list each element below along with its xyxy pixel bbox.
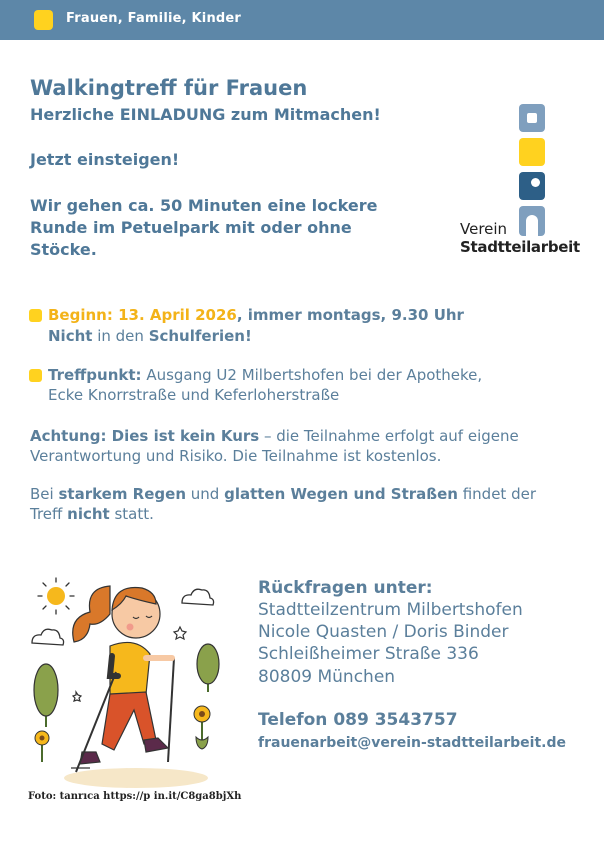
- contact-street: Schleißheimer Straße 336: [258, 644, 479, 664]
- sun-icon: [38, 578, 74, 614]
- weather-text: Treff: [30, 505, 68, 523]
- walking-woman-illustration: [26, 572, 238, 792]
- meeting-point: [48, 366, 482, 384]
- logo-block-icon: [519, 172, 545, 200]
- contact-heading: Rückfragen unter:: [258, 578, 433, 598]
- logo-block-icon: [519, 206, 545, 236]
- intro-line: Stöcke.: [30, 240, 97, 259]
- start-date: Beginn: 13. April 2026: [48, 306, 237, 324]
- call-to-action: Jetzt einsteigen!: [30, 150, 180, 169]
- walking-woman: [73, 586, 174, 772]
- weather-text: und: [186, 485, 225, 503]
- holiday-note-middle: in den: [92, 327, 149, 345]
- notice-bold: Achtung: Dies ist kein Kurs: [30, 427, 260, 445]
- ground-shadow: [64, 768, 208, 788]
- logo-text-stadtteilarbeit: Stadtteilarbeit: [460, 238, 580, 256]
- start-schedule: , immer montags, 9.30 Uhr: [236, 306, 464, 324]
- page-subtitle: Herzliche EINLADUNG zum Mitmachen!: [30, 105, 381, 124]
- contact-email-link[interactable]: frauenarbeit@verein-stadtteilarbeit.de: [258, 735, 566, 751]
- holiday-note-not: Nicht: [48, 327, 93, 345]
- flower-icon: [194, 706, 210, 749]
- logo-block-icon: [519, 138, 545, 166]
- logo-block-icon: [519, 104, 545, 132]
- weather-text: Bei: [30, 485, 59, 503]
- bullet-icon: [29, 309, 42, 322]
- logo-text-verein: Verein: [460, 220, 508, 238]
- contact-city: 80809 München: [258, 667, 396, 687]
- weather-bold: glatten Wegen und Straßen: [224, 485, 458, 503]
- verein-stadtteilarbeit-logo: [458, 104, 588, 264]
- intro-text: [30, 195, 430, 261]
- bush-icon: [34, 664, 58, 727]
- start-info: [48, 306, 464, 324]
- contact-names: Nicole Quasten / Doris Binder: [258, 622, 509, 642]
- bullet-icon: [29, 369, 42, 382]
- photo-credit: Foto: tanrıca https://p in.it/C8ga8bjXh: [28, 791, 242, 802]
- weather-paragraph: [30, 484, 590, 524]
- contact-phone[interactable]: Telefon 089 3543757: [258, 710, 458, 730]
- cloud-icon: [32, 629, 64, 645]
- yellow-square-icon: [34, 10, 53, 30]
- weather-text: findet der: [457, 485, 536, 503]
- flower-icon: [35, 731, 49, 762]
- notice-rest: – die Teilnahme erfolgt auf eigene: [259, 427, 519, 445]
- notice-paragraph: [30, 426, 590, 466]
- star-icon: [73, 692, 81, 701]
- holiday-note-end: Schulferien!: [148, 327, 252, 345]
- page-title: Walkingtreff für Frauen: [30, 76, 308, 100]
- weather-bold: starkem Regen: [58, 485, 186, 503]
- cloud-icon: [182, 589, 214, 605]
- weather-text: statt.: [109, 505, 154, 523]
- category-header-bar: [0, 0, 604, 40]
- holiday-note: [48, 327, 252, 345]
- intro-line: Runde im Petuelpark mit oder ohne: [30, 218, 352, 237]
- meeting-label: Treffpunkt:: [48, 366, 142, 384]
- bush-icon: [197, 644, 219, 692]
- notice-line2: Verantwortung und Risiko. Die Teilnahme ist kostenlos.: [30, 447, 442, 465]
- intro-line: Wir gehen ca. 50 Minuten eine lockere: [30, 196, 378, 215]
- category-label: Frauen, Familie, Kinder: [66, 11, 242, 26]
- contact-organization: Stadtteilzentrum Milbertshofen: [258, 600, 523, 620]
- weather-bold: nicht: [67, 505, 110, 523]
- meeting-point-line2: Ecke Knorrstraße und Keferloherstraße: [48, 386, 340, 404]
- meeting-location: Ausgang U2 Milbertshofen bei der Apotheke,: [141, 366, 483, 384]
- star-icon: [174, 627, 186, 639]
